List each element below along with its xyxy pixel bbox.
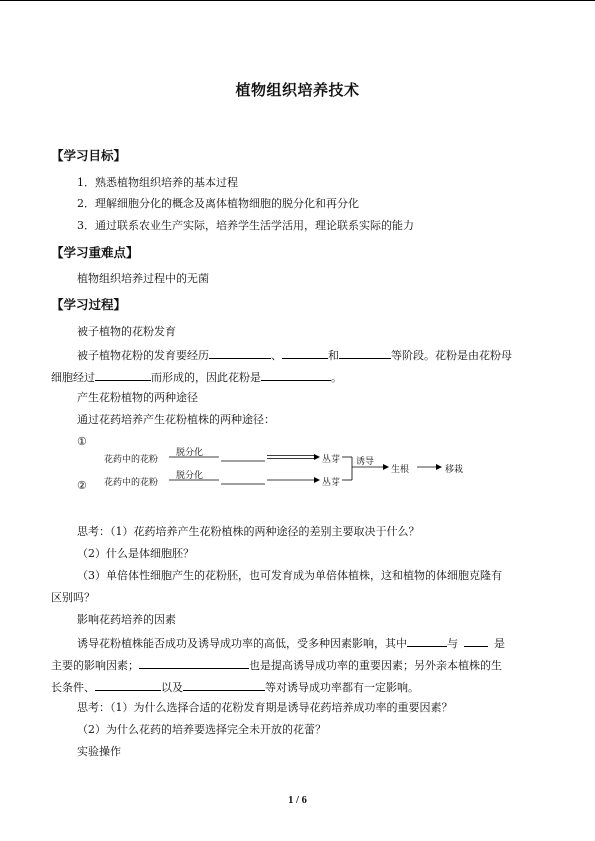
fill-blank[interactable] xyxy=(139,657,249,669)
text-fragment: 主要的影响因素； xyxy=(51,659,139,672)
think-question-1: 思考：（1）花药培养产生花粉植株的两种途径的差别主要取决于什么？ xyxy=(77,525,420,538)
bud-label-2: 丛芽 xyxy=(322,478,341,488)
text-fragment: 长条件、 xyxy=(51,681,95,694)
section-heading-process: 【学习过程】 xyxy=(51,297,127,312)
fill-blank[interactable] xyxy=(183,679,265,691)
text-fragment: 细胞经过 xyxy=(51,371,95,384)
pathways-intro: 通过花药培养产生花粉植株的两种途径： xyxy=(77,413,275,426)
marker-1: ① xyxy=(77,435,87,448)
text-fragment: 也是提高诱导成功率的重要因素；另外亲本植株的生 xyxy=(249,659,502,672)
subheading-experiment: 实验操作 xyxy=(77,745,121,758)
factors-line-3 xyxy=(51,679,419,695)
text-fragment: 被子植物花粉的发育要经历 xyxy=(77,349,209,362)
transplant-label: 移栽 xyxy=(445,465,464,475)
think-question-3-cont: 区别吗？ xyxy=(51,591,95,604)
text-fragment: 和 xyxy=(328,349,339,362)
section-heading-goals: 【学习目标】 xyxy=(51,148,127,163)
source-label-1: 花药中的花粉 xyxy=(104,455,159,465)
arrow-head xyxy=(314,477,320,483)
subheading-factors: 影响花药培养的因素 xyxy=(77,613,176,626)
text-fragment: 等阶段。花粉是由花粉母 xyxy=(391,349,512,362)
step-label-2: 脱分化 xyxy=(176,471,204,481)
induce-label: 诱导 xyxy=(356,457,375,467)
fill-blank[interactable] xyxy=(95,679,161,691)
section-heading-key-points: 【学习重难点】 xyxy=(51,245,139,260)
think2-question-2: （2）为什么花药的培养要选择完全未开放的花蕾？ xyxy=(77,723,326,736)
step-label-1: 脱分化 xyxy=(176,448,204,458)
subheading-pollen-development: 被子植物的花粉发育 xyxy=(77,325,176,338)
fill-blank[interactable] xyxy=(407,635,447,647)
arrow-head xyxy=(436,464,442,470)
text-fragment: 与 xyxy=(447,637,458,650)
think-question-3: （3）单倍体性细胞产生的花粉胚，也可发育成为单倍体植株，这和植物的体细胞克隆有 xyxy=(77,569,502,582)
fill-blank[interactable] xyxy=(464,635,488,647)
goal-item-1: 1．熟悉植物组织培养的基本过程 xyxy=(77,176,238,189)
text-fragment: 而形成的，因此花粉是 xyxy=(151,371,261,384)
subheading-two-pathways: 产生花粉植物的两种途径 xyxy=(77,391,198,404)
page-number: 1 / 6 xyxy=(288,795,307,806)
think2-question-1: 思考：（1）为什么选择合适的花粉发育期是诱导花药培养成功率的重要因素？ xyxy=(77,701,453,714)
root-label: 生根 xyxy=(391,465,410,475)
bud-label-1: 丛芽 xyxy=(322,455,341,465)
arrow-head xyxy=(383,464,389,470)
page-title: 植物组织培养技术 xyxy=(235,81,360,99)
text-fragment: 。 xyxy=(331,371,342,384)
text-fragment: 以及 xyxy=(161,681,183,694)
arrow-head xyxy=(314,454,320,460)
marker-2: ② xyxy=(77,479,87,492)
source-label-2: 花药中的花粉 xyxy=(104,478,159,488)
goal-item-3: 3．通过联系农业生产实际，培养学生活学活用，理论联系实际的能力 xyxy=(77,219,414,232)
text-fragment: 等对诱导成功率都有一定影响。 xyxy=(265,681,419,694)
text-fragment: 、 xyxy=(271,349,282,362)
text-fragment: 诱导花粉植株能否成功及诱导成功率的高低，受多种因素影响，其中 xyxy=(77,637,407,650)
think-question-2: （2）什么是体细胞胚？ xyxy=(77,547,194,560)
key-points-text: 植物组织培养过程中的无菌 xyxy=(77,272,209,285)
text-fragment: 是 xyxy=(494,637,505,650)
factors-line-2 xyxy=(51,657,502,673)
factors-line-1 xyxy=(77,635,505,651)
goal-item-2: 2．理解细胞分化的概念及离体植物细胞的脱分化和再分化 xyxy=(77,197,359,210)
